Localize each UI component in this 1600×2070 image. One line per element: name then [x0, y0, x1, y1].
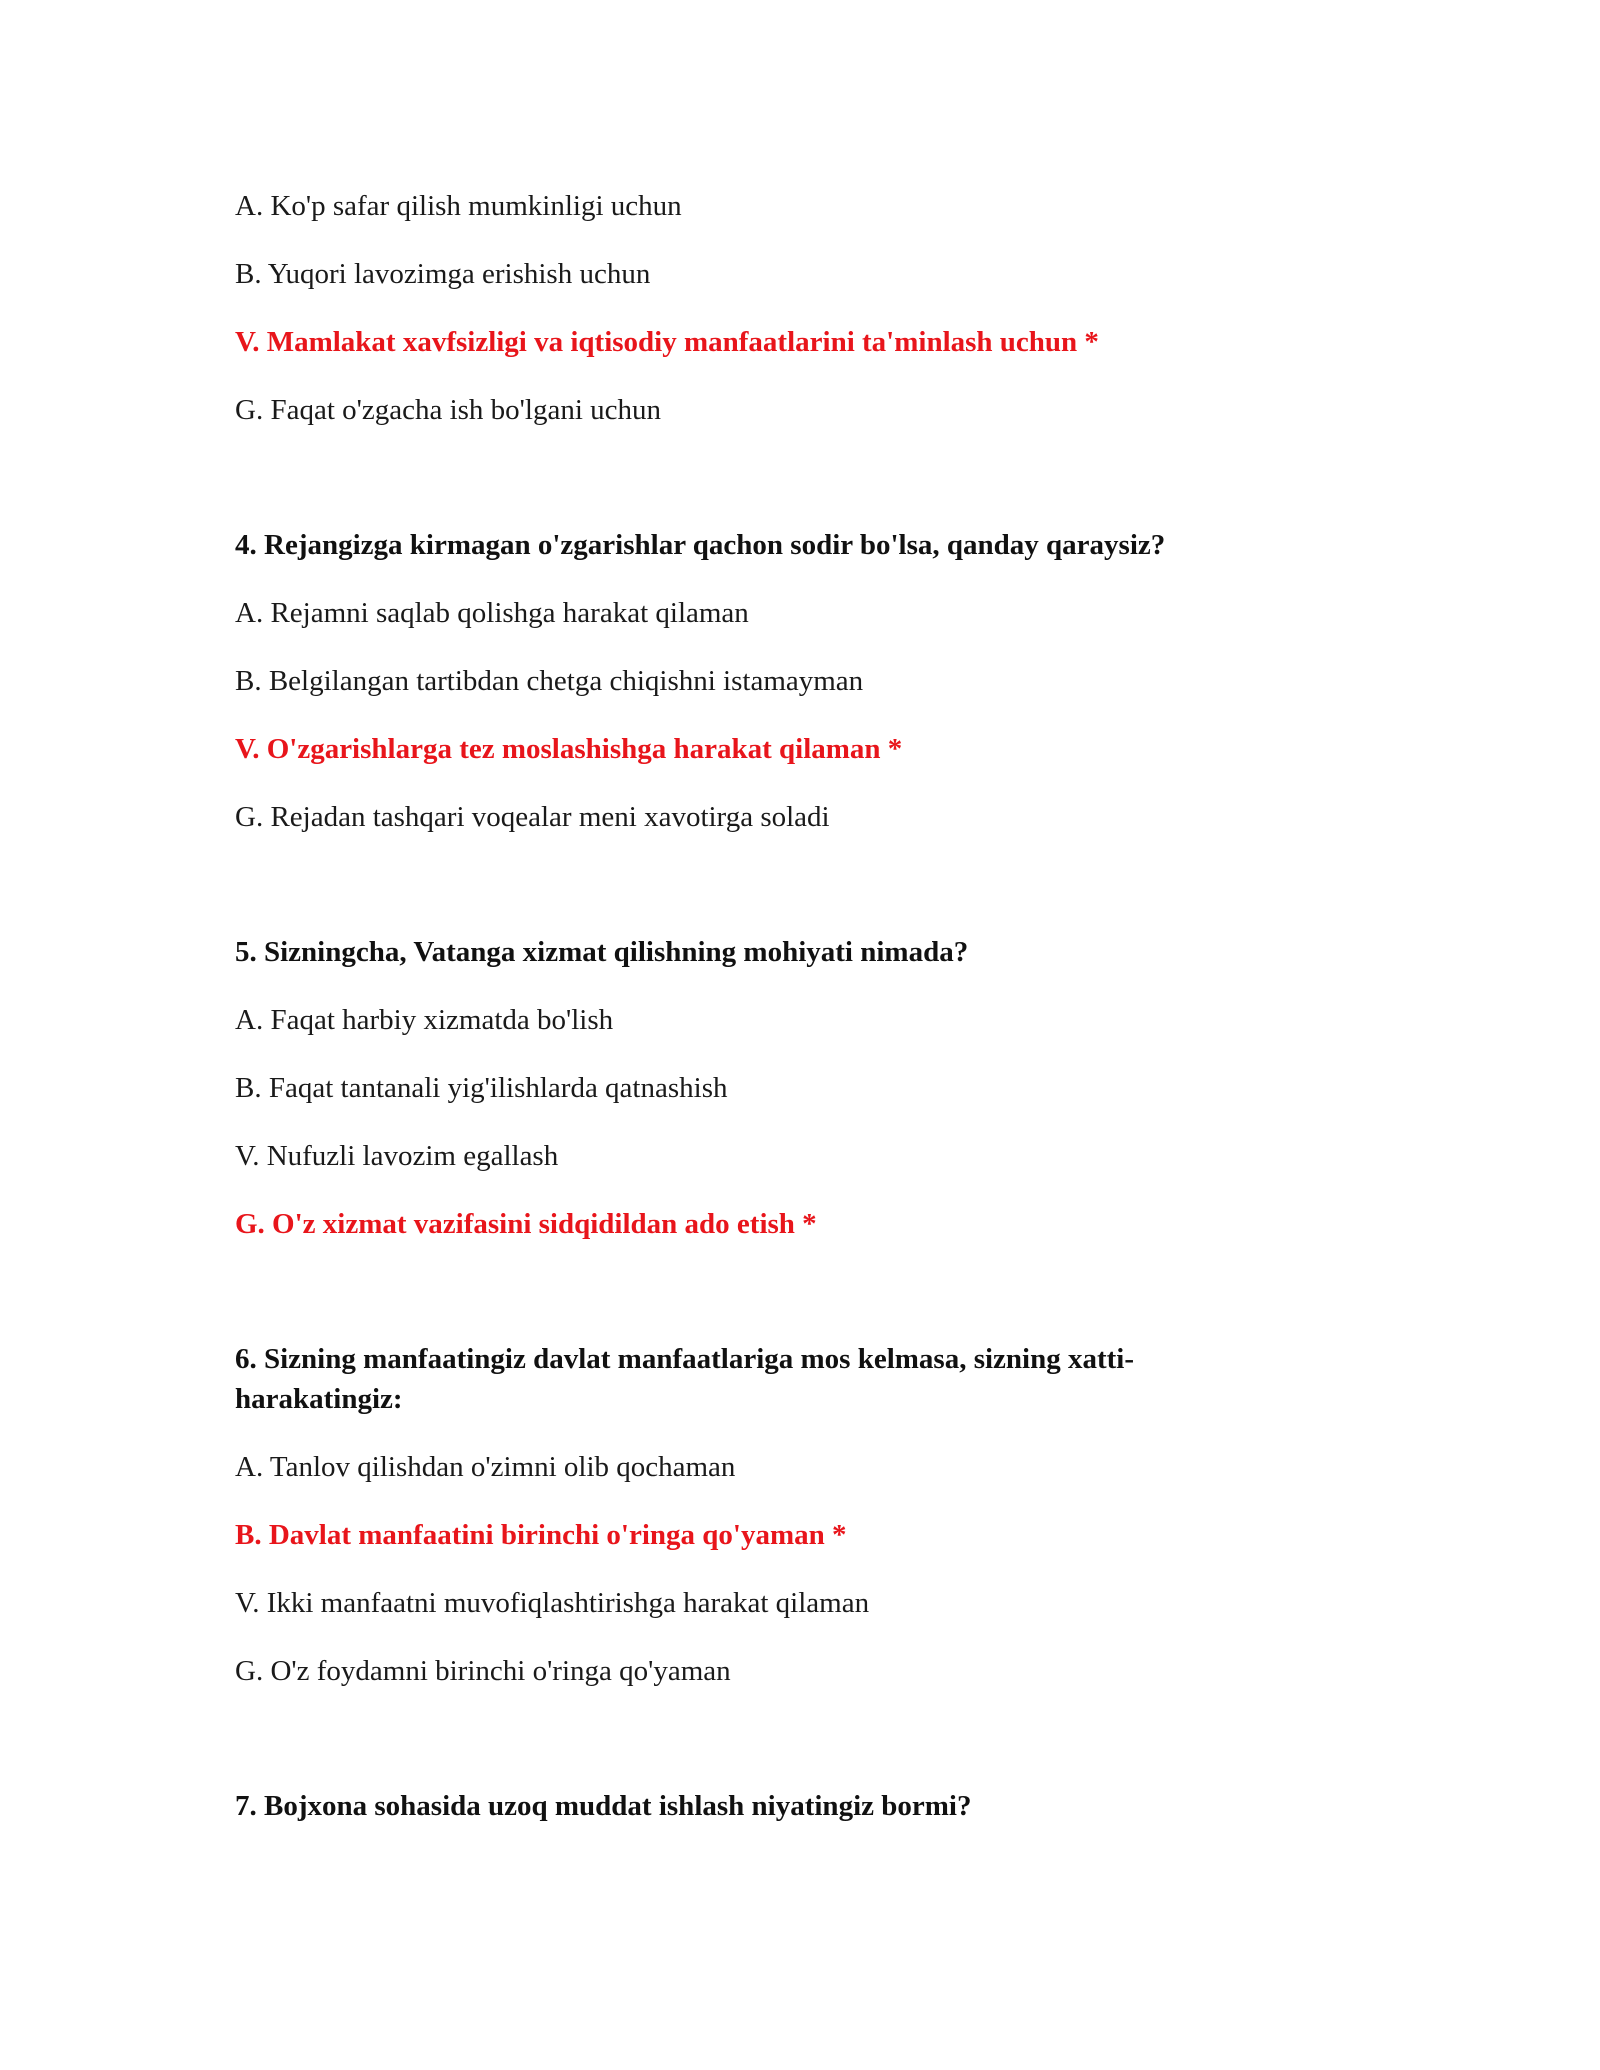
answer-option: G. Rejadan tashqari voqealar meni xavotirga soladi: [235, 801, 830, 833]
spacer: [235, 865, 1315, 932]
answer-option: B. Faqat tantanali yig'ilishlarda qatnashish: [235, 1072, 728, 1104]
correct-answer-option: G. O'z xizmat vazifasini sidqidildan ado etish *: [235, 1208, 817, 1240]
question-text: 5. Sizningcha, Vatanga xizmat qilishning mohiyati nimada?: [235, 936, 969, 968]
question-block-6: [235, 1339, 1315, 1691]
correct-answer-option: V. O'zgarishlarga tez moslashishga harakat qilaman *: [235, 733, 903, 765]
question-text: 4. Rejangizga kirmagan o'zgarishlar qachon sodir bo'lsa, qanday qaraysiz?: [235, 529, 1166, 561]
answer-option: A. Ko'p safar qilish mumkinligi uchun: [235, 190, 682, 222]
question-block-5: [235, 932, 1315, 1244]
quiz-document: [235, 186, 1315, 1854]
question-text: 7. Bojxona sohasida uzoq muddat ishlash niyatingiz bormi?: [235, 1790, 972, 1822]
answer-option: A. Faqat harbiy xizmatda bo'lish: [235, 1004, 614, 1036]
spacer: [235, 1719, 1315, 1786]
correct-answer-option: V. Mamlakat xavfsizligi va iqtisodiy manfaatlarini ta'minlash uchun *: [235, 326, 1099, 358]
question-block-4: [235, 525, 1315, 837]
correct-answer-option: B. Davlat manfaatini birinchi o'ringa qo'yaman *: [235, 1519, 847, 1551]
spacer: [235, 1272, 1315, 1339]
answer-option: V. Nufuzli lavozim egallash: [235, 1140, 559, 1172]
question-text: 6. Sizning manfaatingiz davlat manfaatlariga mos kelmasa, sizning xatti-harakatingiz:: [235, 1343, 1135, 1415]
question-block-7: [235, 1786, 1315, 1826]
answer-option: G. Faqat o'zgacha ish bo'lgani uchun: [235, 394, 662, 426]
spacer: [235, 458, 1315, 525]
answer-option: A. Rejamni saqlab qolishga harakat qilaman: [235, 597, 749, 629]
answer-option: B. Yuqori lavozimga erishish uchun: [235, 258, 651, 290]
question-block-3: [235, 186, 1315, 430]
answer-option: V. Ikki manfaatni muvofiqlashtirishga harakat qilaman: [235, 1587, 870, 1619]
answer-option: B. Belgilangan tartibdan chetga chiqishni istamayman: [235, 665, 864, 697]
answer-option: A. Tanlov qilishdan o'zimni olib qochaman: [235, 1451, 736, 1483]
answer-option: G. O'z foydamni birinchi o'ringa qo'yaman: [235, 1655, 731, 1687]
